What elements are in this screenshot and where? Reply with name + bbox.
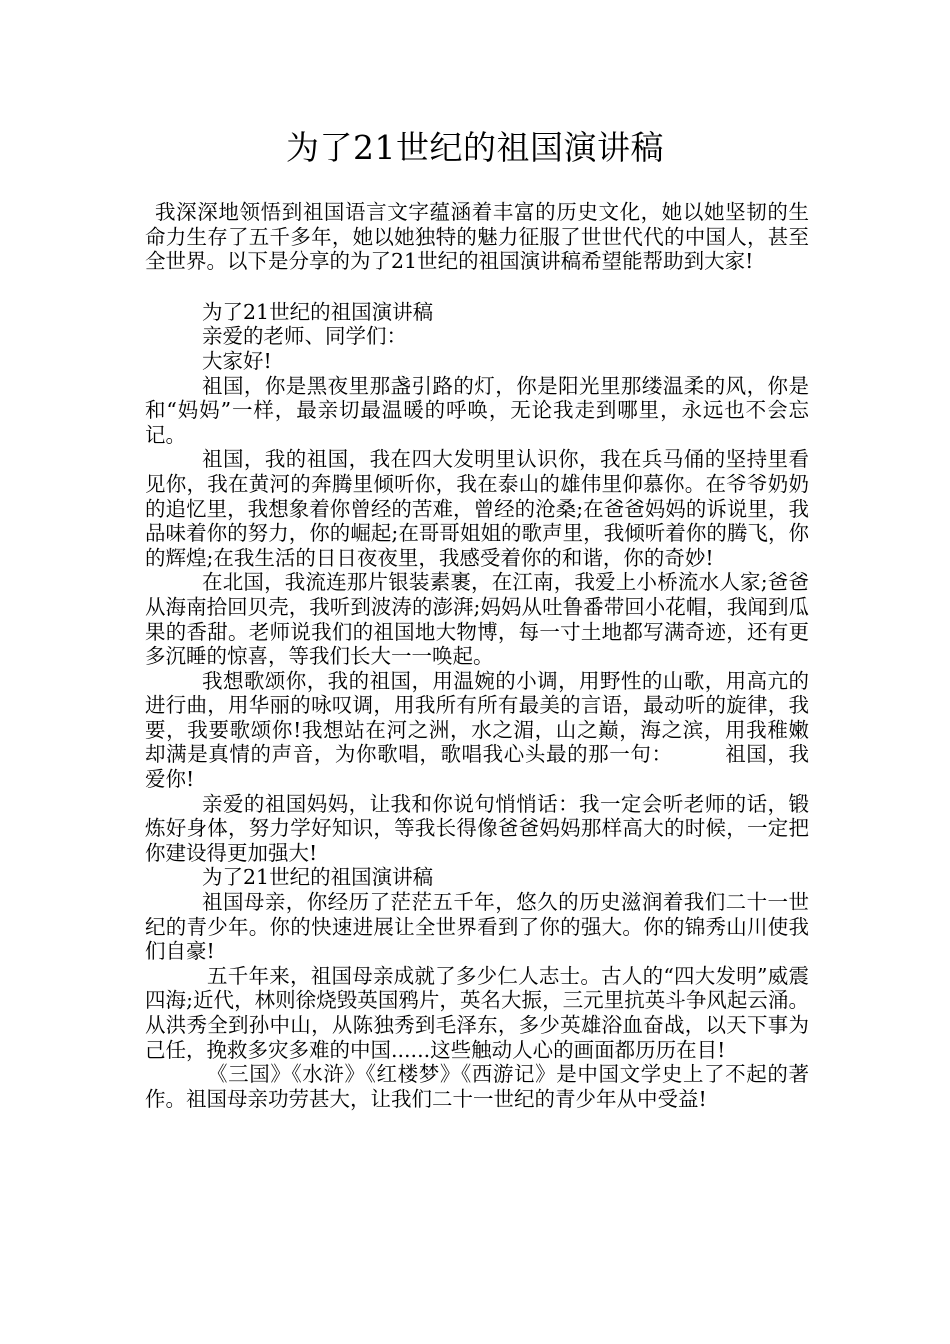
paragraph: 五千年来，祖国母亲成就了多少仁人志士。古人的“四大发明”威震四海;近代，林则徐烧毁英国鸦片，英名大振，三元里抗英斗争风起云涌。从洪秀全到孙中山，从陈独秀到毛泽东，多少英雄浴血奋战，以天下事为己任，挽救多灾多难的中国......这些触动人心的画面都历历在目! <box>145 963 809 1062</box>
paragraph: 祖国，你是黑夜里那盏引路的灯，你是阳光里那缕温柔的风，你是和“妈妈”一样，最亲切最温暖的呼唤，无论我走到哪里，永远也不会忘记。 <box>145 373 809 447</box>
greeting-line: 大家好! <box>202 348 272 373</box>
paragraph-text: 我想歌颂你，我的祖国，用温婉的小调，用野性的山歌，用高亢的进行曲，用华丽的咏叹调，用我所有所有最美的言语，最动听的旋律，我要，我要歌颂你!我想站在河之洲，水之湄，山之巅，海之滨，用我稚嫩却满是真情的声音，为你歌唱，歌唱我心头最的那一句： <box>145 668 809 767</box>
document-title: 为了21世纪的祖国演讲稿 <box>286 128 664 167</box>
paragraph <box>145 669 809 792</box>
paragraph: 亲爱的祖国妈妈，让我和你说句悄悄话：我一定会听老师的话，锻炼好身体，努力学好知识，等我长得像爸爸妈妈那样高大的时候，一定把你建设得更加强大! <box>145 791 809 865</box>
paragraph: 《三国》《水浒》《红楼梦》《西游记》是中国文学史上了不起的著作。祖国母亲功劳甚大，让我们二十一世纪的青少年从中受益! <box>145 1062 809 1111</box>
speech-title-line: 为了21世纪的祖国演讲稿 <box>202 865 434 890</box>
paragraph-text: 祖国，我爱你! <box>145 742 810 792</box>
paragraph: 祖国，我的祖国，我在四大发明里认识你，我在兵马俑的坚持里看见你，我在黄河的奔腾里倾听你，我在泰山的雄伟里仰慕你。在爷爷奶奶的追忆里，我想象着你曾经的苦难，曾经的沧桑;在爸爸妈妈的诉说里，我品味着你的努力，你的崛起;在哥哥姐姐的歌声里，我倾听着你的腾飞，你的辉煌;在我生活的日日夜夜里，我感受着你的和谐，你的奇妙! <box>145 447 809 570</box>
paragraph: 祖国母亲，你经历了茫茫五千年，悠久的历史滋润着我们二十一世纪的青少年。你的快速进展让全世界看到了你的强大。你的锦秀山川使我们自豪! <box>145 890 809 964</box>
document-body <box>145 200 809 1111</box>
paragraph: 在北国，我流连那片银装素裹，在江南，我爱上小桥流水人家;爸爸从海南拾回贝壳，我听到波涛的澎湃;妈妈从吐鲁番带回小花帽，我闻到瓜果的香甜。老师说我们的祖国地大物博，每一寸土地都写满奇迹，还有更多沉睡的惊喜，等我们长大一一唤起。 <box>145 570 809 669</box>
speech-title-line: 为了21世纪的祖国演讲稿 <box>202 299 434 324</box>
intro-paragraph: 我深深地领悟到祖国语言文字蕴涵着丰富的历史文化，她以她坚韧的生命力生存了五千多年，她以她独特的魅力征服了世世代代的中国人，甚至全世界。以下是分享的为了21世纪的祖国演讲稿希望能帮助到大家! <box>145 200 809 274</box>
salutation-line: 亲爱的老师、同学们： <box>202 324 407 349</box>
